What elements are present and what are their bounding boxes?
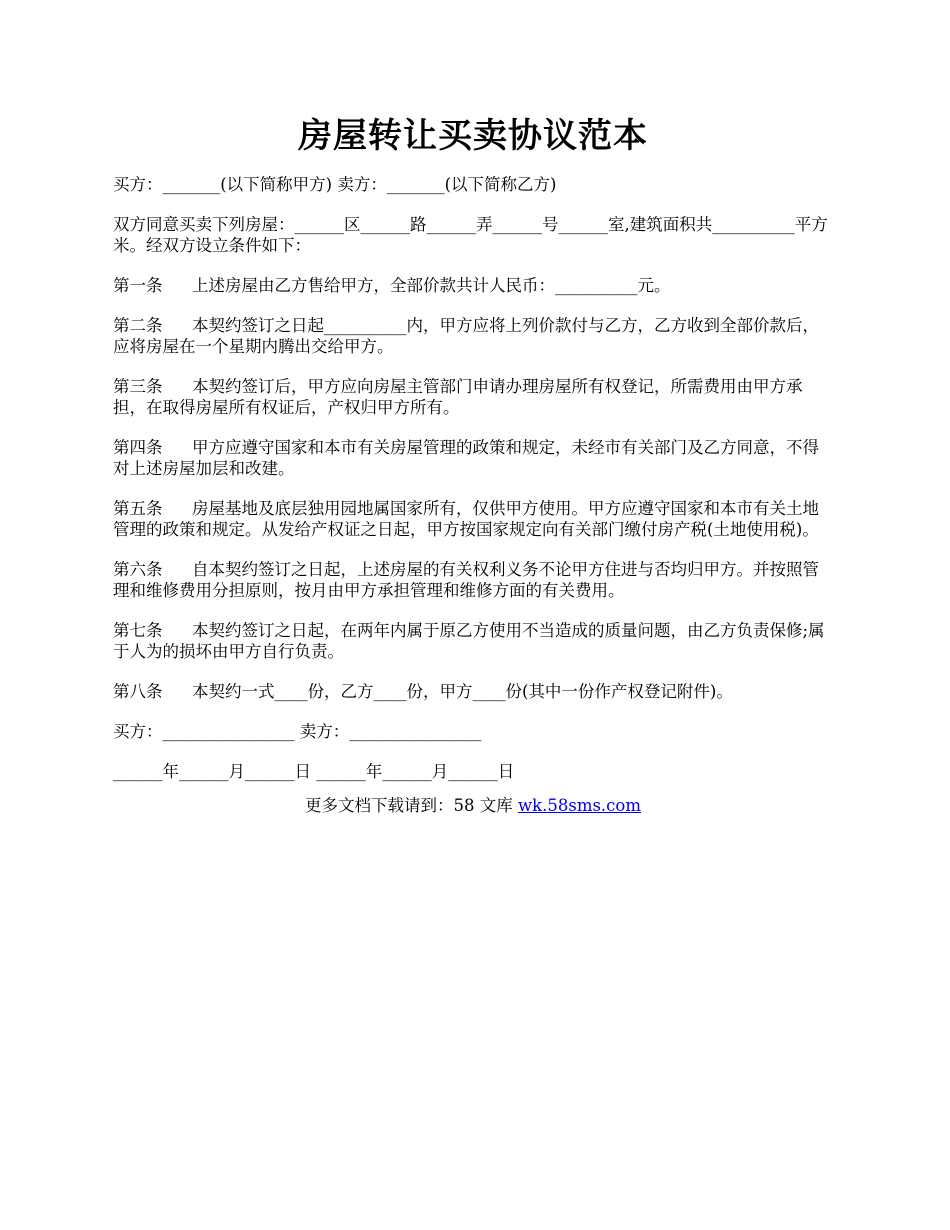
article-1 [113, 275, 833, 296]
article-label: 第二条 [113, 316, 163, 335]
document-title: 房屋转让买卖协议范本 [298, 116, 648, 156]
article-label: 第一条 [113, 276, 163, 295]
footer-prefix: 更多文档下载请到：58 文库 [304, 796, 518, 815]
article-text: 上述房屋由乙方售给甲方，全部价款共计人民币：__________元。 [192, 276, 671, 295]
article-5 [113, 498, 833, 540]
article-label: 第五条 [113, 499, 163, 518]
parties-line: 买方：_______(以下简称甲方) 卖方：_______(以下简称乙方) [113, 175, 557, 194]
property-line: 双方同意买卖下列房屋：______区______路______弄______号______室,建筑面积共__________平方米。经双方设立条件如下： [113, 215, 828, 255]
document-page [113, 108, 833, 816]
article-text: 本契约签订之日起__________内，甲方应将上列价款付与乙方，乙方收到全部价款后，应将房屋在一个星期内腾出交给甲方。 [113, 316, 819, 356]
article-label: 第八条 [113, 682, 163, 701]
article-3 [113, 376, 833, 418]
article-8 [113, 681, 833, 702]
article-7 [113, 620, 833, 662]
article-text: 本契约一式____份，乙方____份，甲方____份(其中一份作产权登记附件)。 [192, 682, 733, 701]
date-line: ______年______月______日 ______年______月______日 [113, 762, 515, 781]
footer-link[interactable]: wk.58sms.com [517, 796, 641, 815]
article-4 [113, 437, 833, 479]
signature-line: 买方：________________ 卖方：________________ [113, 722, 482, 741]
article-label: 第六条 [113, 560, 163, 579]
article-text: 本契约签订之日起，在两年内属于原乙方使用不当造成的质量问题，由乙方负责保修;属于人为的损坏由甲方自行负责。 [113, 621, 825, 661]
article-label: 第三条 [113, 377, 163, 396]
article-text: 自本契约签订之日起，上述房屋的有关权利义务不论甲方住进与否均归甲方。并按照管理和维修费用分担原则，按月由甲方承担管理和维修方面的有关费用。 [113, 560, 819, 600]
article-label: 第七条 [113, 621, 163, 640]
article-text: 甲方应遵守国家和本市有关房屋管理的政策和规定，未经市有关部门及乙方同意，不得对上述房屋加层和改建。 [113, 438, 819, 478]
article-label: 第四条 [113, 438, 163, 457]
article-2 [113, 315, 833, 357]
article-text: 房屋基地及底层独用园地属国家所有，仅供甲方使用。甲方应遵守国家和本市有关土地管理的政策和规定。从发给产权证之日起，甲方按国家规定向有关部门缴付房产税(土地使用税)。 [113, 499, 819, 539]
footer-note [113, 795, 833, 816]
article-text: 本契约签订后，甲方应向房屋主管部门申请办理房屋所有权登记，所需费用由甲方承担，在取得房屋所有权证后，产权归甲方所有。 [113, 377, 803, 417]
article-6 [113, 559, 833, 601]
